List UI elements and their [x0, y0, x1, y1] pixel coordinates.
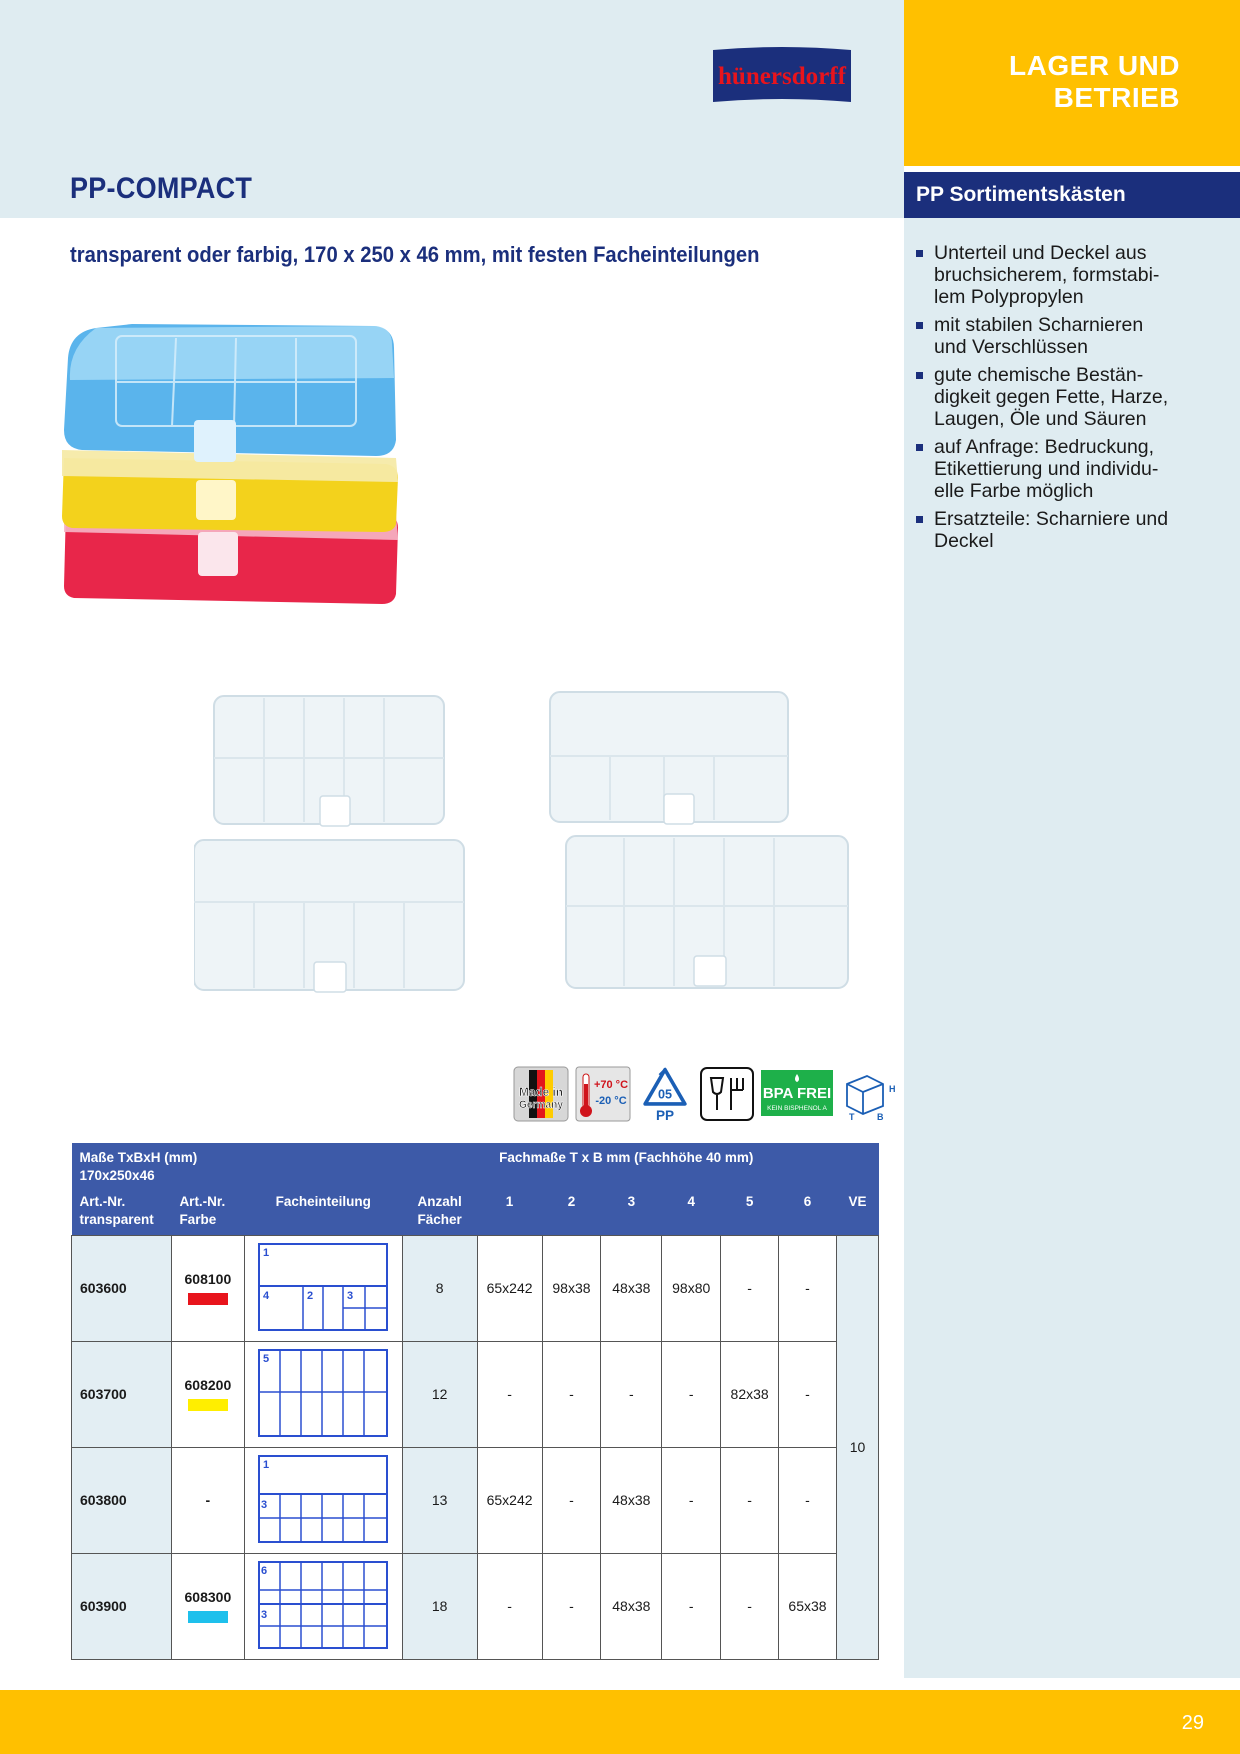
bpa-free-icon — [761, 1066, 833, 1122]
header-compartment-sizes: Fachmaße T x B mm (Fachhöhe 40 mm) — [477, 1143, 878, 1189]
layout-diagram — [257, 1348, 389, 1438]
feature-line: Etikettierung und individu- — [934, 458, 1159, 480]
measure-3: 48x38 — [601, 1447, 662, 1553]
feature-line: Ersatzteile: Scharniere und — [934, 508, 1169, 530]
table-row — [72, 1553, 879, 1659]
measure-5: - — [721, 1553, 779, 1659]
measure-3: - — [601, 1341, 662, 1447]
col-anzahl-line1: Anzahl — [417, 1194, 462, 1209]
feature-line: lem Polypropylen — [934, 286, 1084, 308]
table-row — [72, 1341, 879, 1447]
layout-label: 3 — [347, 1289, 354, 1302]
art-farbe: 608300 — [184, 1589, 232, 1605]
col-art-farbe-line2: Farbe — [179, 1212, 217, 1227]
product-image-stack — [56, 318, 440, 608]
product-image-transparent — [194, 686, 862, 994]
measure-6: 65x38 — [779, 1553, 837, 1659]
certification-icons — [513, 1066, 895, 1124]
made-in-line1: Made in — [519, 1085, 563, 1099]
col-2: 2 — [542, 1189, 601, 1235]
table-header-row-1 — [72, 1143, 879, 1189]
feature-line: auf Anfrage: Bedruckung, — [934, 436, 1155, 458]
measure-5: 82x38 — [721, 1341, 779, 1447]
feature-line: gute chemische Bestän- — [934, 364, 1144, 386]
measure-1: - — [477, 1341, 542, 1447]
category-label — [1009, 50, 1180, 114]
bullet-icon — [916, 322, 923, 329]
bpa-title: BPA FREI — [762, 1085, 832, 1102]
measure-2: - — [542, 1553, 601, 1659]
col-4: 4 — [662, 1189, 721, 1235]
color-swatch — [188, 1293, 228, 1305]
brand-logo — [711, 46, 853, 106]
layout-label: 5 — [263, 1352, 270, 1365]
col-art-transparent-line2: transparent — [79, 1212, 154, 1227]
measure-5: - — [721, 1235, 779, 1341]
feature-item — [914, 436, 1214, 502]
made-in-line2: Germany — [519, 1099, 564, 1111]
measure-3: 48x38 — [601, 1553, 662, 1659]
latch-icon — [198, 532, 238, 576]
art-farbe-cell — [171, 1341, 244, 1447]
header-dimensions-value: 170x250x46 — [79, 1168, 155, 1183]
col-3: 3 — [601, 1189, 662, 1235]
latch-icon — [196, 480, 236, 520]
col-5: 5 — [721, 1189, 779, 1235]
measure-4: - — [662, 1553, 721, 1659]
layout-cell — [244, 1553, 402, 1659]
layout-cell — [244, 1341, 402, 1447]
measure-2: - — [542, 1447, 601, 1553]
layout-label: 6 — [261, 1564, 268, 1577]
spec-table — [71, 1143, 879, 1660]
measure-4: 98x80 — [662, 1235, 721, 1341]
color-swatch — [188, 1399, 228, 1411]
feature-line: digkeit gegen Fette, Harze, — [934, 386, 1169, 408]
layout-diagram — [257, 1242, 389, 1332]
art-transparent: 603700 — [72, 1341, 172, 1447]
feature-line: elle Farbe möglich — [934, 480, 1094, 502]
footer-band — [0, 1690, 1240, 1754]
layout-diagram — [257, 1454, 389, 1544]
table-row — [72, 1235, 879, 1341]
category-line2: BETRIEB — [1053, 82, 1180, 113]
feature-line: Deckel — [934, 530, 994, 552]
col-art-transparent-line1: Art.-Nr. — [79, 1194, 126, 1209]
page-number: 29 — [1181, 1712, 1204, 1734]
art-farbe-cell — [171, 1235, 244, 1341]
art-farbe-cell — [171, 1447, 244, 1553]
anzahl: 12 — [402, 1341, 477, 1447]
page-title: PP-COMPACT — [70, 172, 253, 205]
measure-4: - — [662, 1447, 721, 1553]
ve-value: 10 — [836, 1235, 878, 1659]
measure-2: 98x38 — [542, 1235, 601, 1341]
col-ve: VE — [836, 1189, 878, 1235]
feature-item — [914, 508, 1214, 552]
art-farbe: 608100 — [184, 1271, 232, 1287]
dim-h: H — [889, 1084, 895, 1094]
measure-5: - — [721, 1447, 779, 1553]
art-transparent: 603800 — [72, 1447, 172, 1553]
dim-b: B — [877, 1112, 884, 1122]
temp-low: -20 °C — [595, 1095, 627, 1107]
header-dimensions — [72, 1143, 478, 1189]
col-anzahl — [402, 1189, 477, 1235]
col-6: 6 — [779, 1189, 837, 1235]
layout-cell — [244, 1235, 402, 1341]
feature-item — [914, 242, 1214, 308]
anzahl: 13 — [402, 1447, 477, 1553]
bullet-icon — [916, 250, 923, 257]
layout-label: 3 — [261, 1498, 268, 1511]
section-title: PP Sortimentskästen — [904, 172, 1240, 218]
measure-6: - — [779, 1341, 837, 1447]
measure-3: 48x38 — [601, 1235, 662, 1341]
recycle-material: PP — [655, 1108, 675, 1122]
col-art-farbe-line1: Art.-Nr. — [179, 1194, 226, 1209]
bpa-sub: KEIN BISPHENOL A — [767, 1105, 827, 1112]
col-art-transparent — [72, 1189, 172, 1235]
layout-label: 4 — [263, 1289, 270, 1302]
food-safe-icon — [699, 1066, 755, 1122]
feature-line: Unterteil und Deckel aus — [934, 242, 1147, 264]
bullet-icon — [916, 444, 923, 451]
measure-1: 65x242 — [477, 1447, 542, 1553]
layout-label: 1 — [263, 1246, 270, 1259]
measure-6: - — [779, 1235, 837, 1341]
layout-cell — [244, 1447, 402, 1553]
brand-logo-text: hünersdorff — [718, 63, 847, 90]
layout-diagram — [257, 1560, 389, 1650]
bullet-icon — [916, 516, 923, 523]
measure-6: - — [779, 1447, 837, 1553]
table-row — [72, 1447, 879, 1553]
feature-line: und Verschlüssen — [934, 336, 1088, 358]
dimensions-icon — [839, 1066, 895, 1122]
layout-label: 3 — [261, 1608, 268, 1621]
feature-line: Laugen, Öle und Säuren — [934, 408, 1147, 430]
dim-t: T — [849, 1112, 855, 1122]
feature-item — [914, 314, 1214, 358]
measure-1: - — [477, 1553, 542, 1659]
feature-line: bruchsicherem, formstabi- — [934, 264, 1160, 286]
temperature-icon — [575, 1066, 631, 1122]
art-farbe: 608200 — [184, 1377, 232, 1393]
measure-1: 65x242 — [477, 1235, 542, 1341]
art-farbe-cell — [171, 1553, 244, 1659]
anzahl: 18 — [402, 1553, 477, 1659]
temp-high: +70 °C — [593, 1079, 629, 1091]
col-1: 1 — [477, 1189, 542, 1235]
layout-label: 1 — [263, 1458, 270, 1471]
measure-2: - — [542, 1341, 601, 1447]
art-farbe: - — [205, 1492, 211, 1508]
measure-4: - — [662, 1341, 721, 1447]
header-dimensions-label: Maße TxBxH (mm) — [79, 1150, 198, 1165]
recycling-pp-icon — [637, 1066, 693, 1122]
art-transparent: 603600 — [72, 1235, 172, 1341]
layout-label: 2 — [307, 1289, 314, 1302]
col-facheinteilung: Facheinteilung — [244, 1189, 402, 1235]
anzahl: 8 — [402, 1235, 477, 1341]
art-transparent: 603900 — [72, 1553, 172, 1659]
page-subtitle: transparent oder farbig, 170 x 250 x 46 mm, mit festen Facheinteilungen — [70, 242, 760, 267]
feature-item — [914, 364, 1214, 430]
recycle-code: 05 — [657, 1087, 673, 1102]
col-anzahl-line2: Fächer — [417, 1212, 462, 1227]
table-header-row-2 — [72, 1189, 879, 1235]
feature-list — [914, 242, 1214, 558]
made-in-germany-icon — [513, 1066, 569, 1122]
category-box — [904, 0, 1240, 166]
col-art-farbe — [171, 1189, 244, 1235]
bullet-icon — [916, 372, 923, 379]
category-line1: LAGER UND — [1009, 50, 1180, 81]
color-swatch — [188, 1611, 228, 1623]
feature-line: mit stabilen Scharnieren — [934, 314, 1144, 336]
latch-icon — [194, 420, 236, 462]
